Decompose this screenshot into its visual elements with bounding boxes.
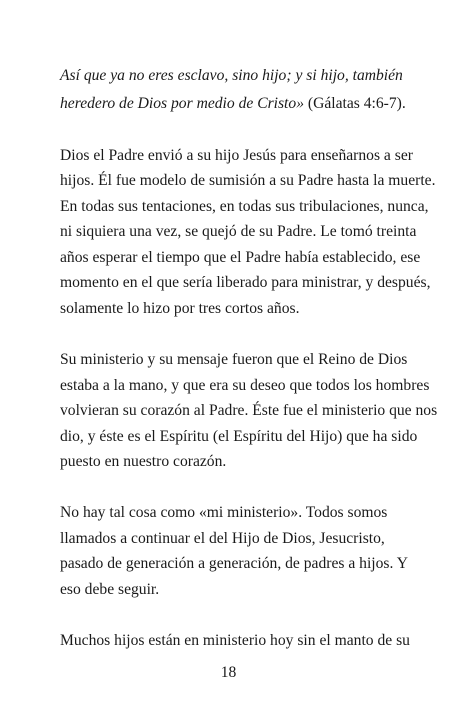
page-number: 18 [220,664,237,681]
paragraph-1-line: momento en el que sería liberado para ministrar, y después, [60,274,431,291]
paragraph-1-line: ni siquiera una vez, se quejó de su Padre. Le tomó treinta [60,223,417,240]
paragraph-2-line: volvieran su corazón al Padre. Éste fue el ministerio que nos [60,402,438,419]
paragraph-3-line: llamados a continuar el del Hijo de Dios, Jesucristo, [60,530,385,547]
paragraph-1-line: hijos. Él fue modelo de sumisión a su Padre hasta la muerte. [60,172,436,189]
paragraph-2-line: Su ministerio y su mensaje fueron que el Reino de Dios [60,351,408,368]
quote-line-1: Así que ya no eres esclavo, sino hijo; y si hijo, también [60,67,403,84]
quote-reference: (Gálatas 4:6-7). [304,95,406,112]
quote-line-2 [60,96,406,112]
paragraph-1-line: En todas sus tentaciones, en todas sus tribulaciones, nunca, [60,198,429,215]
paragraph-2-line: estaba a la mano, y que era su deseo que todos los hombres [60,377,430,394]
paragraph-3-line: pasado de generación a generación, de padres a hijos. Y [60,555,408,572]
paragraph-1-line: solamente lo hizo por tres cortos años. [60,300,300,317]
paragraph-1-line: años esperar el tiempo que el Padre había establecido, ese [60,249,421,266]
quote-line-2-italic: heredero de Dios por medio de Cristo» [60,95,304,112]
paragraph-3-line: No hay tal cosa como «mi ministerio». Todos somos [60,504,388,521]
paragraph-2-line: puesto en nuestro corazón. [60,453,227,470]
paragraph-2-line: dio, y éste es el Espíritu (el Espíritu del Hijo) que ha sido [60,428,418,445]
paragraph-1-line: Dios el Padre envió a su hijo Jesús para enseñarnos a ser [60,147,413,164]
paragraph-4-line: Muchos hijos están en ministerio hoy sin el manto de su [60,632,410,649]
paragraph-3-line: eso debe seguir. [60,581,160,598]
